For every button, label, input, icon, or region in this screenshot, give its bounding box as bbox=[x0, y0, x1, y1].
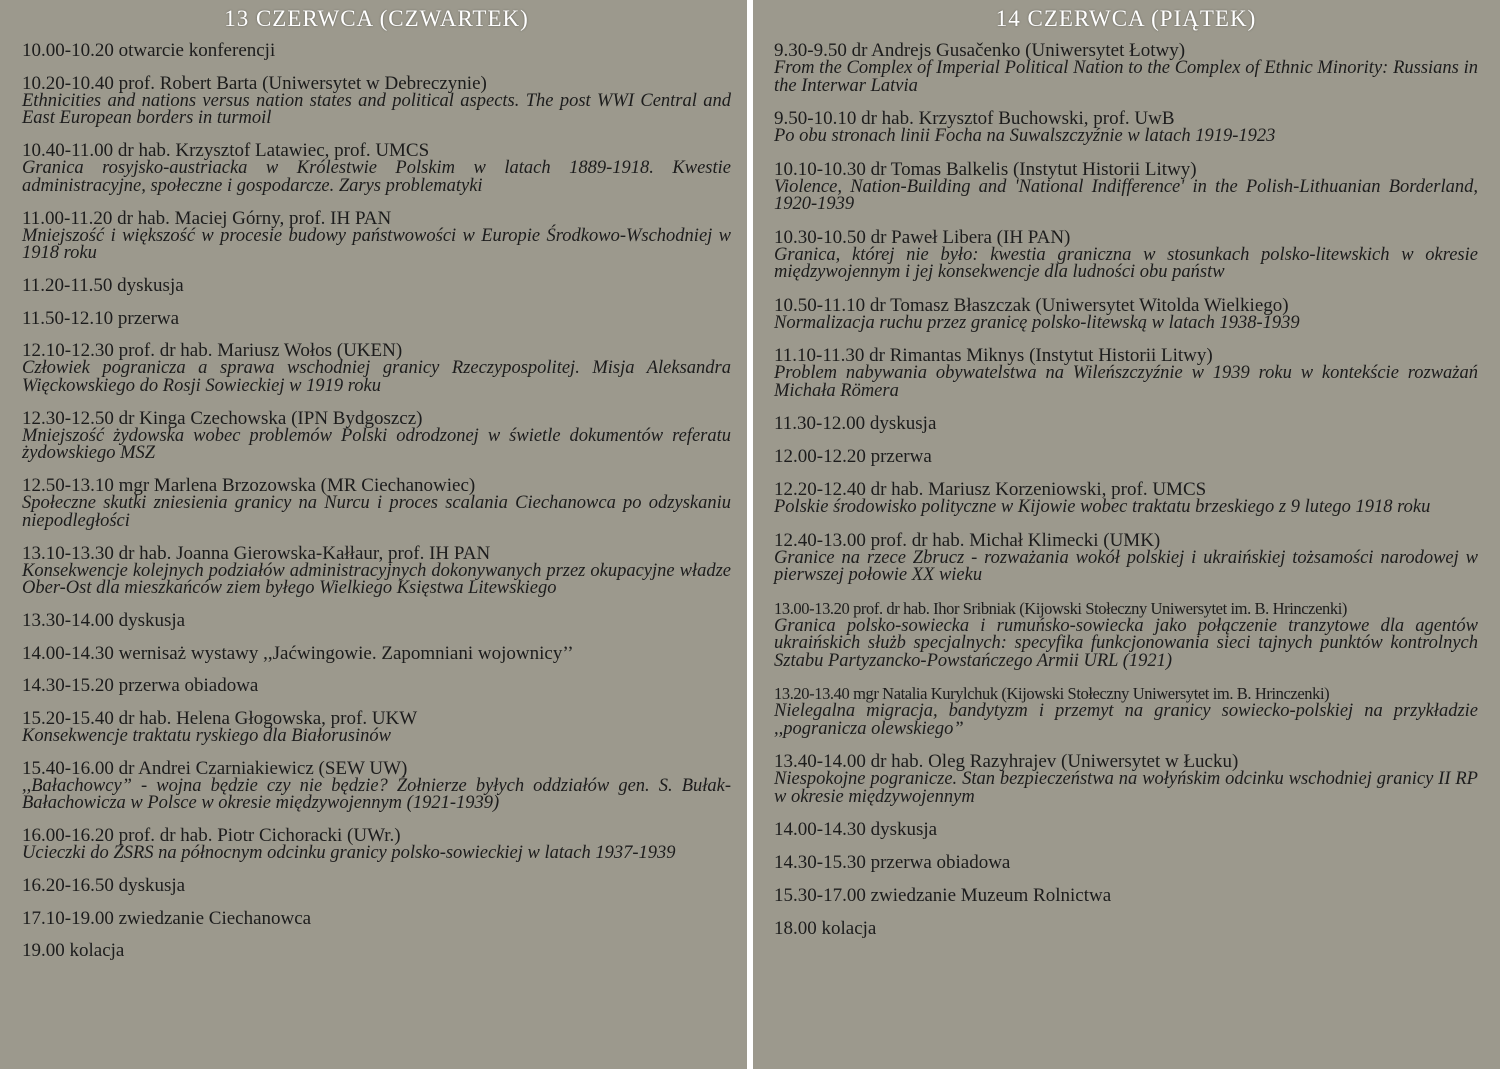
entry-time-and-speaker: 13.10-13.30 dr hab. Joanna Gierowska-Kałłaur, prof. IH PAN bbox=[22, 542, 491, 564]
entry-time-and-speaker: 14.30-15.30 przerwa obiadowa bbox=[774, 852, 1011, 873]
schedule-entry bbox=[774, 110, 1478, 146]
entry-time-and-speaker: 12.30-12.50 dr Kinga Czechowska (IPN Bydgoszcz) bbox=[22, 407, 423, 429]
schedule-entry bbox=[22, 707, 731, 746]
schedule-entry bbox=[22, 877, 731, 895]
day-title: 14 CZERWCA (PIĄTEK) bbox=[995, 6, 1257, 31]
entry-talk-title: Granica rosyjsko-austriacka w Królestwie Polskim w latach 1889-1918. Kwestie administracyjne, społeczne i gospodarcze. Zarys problematyki bbox=[22, 158, 731, 196]
schedule-entry bbox=[774, 294, 1478, 333]
entry-time-and-speaker: 9.30-9.50 dr Andrejs Gusačenko (Uniwersytet Łotwy) bbox=[774, 40, 1186, 61]
entry-time-and-speaker: 10.20-10.40 prof. Robert Barta (Uniwersytet w Debreczynie) bbox=[22, 72, 487, 94]
schedule-entry bbox=[774, 448, 1478, 466]
entry-time-and-speaker: 10.10-10.30 dr Tomas Balkelis (Instytut Historii Litwy) bbox=[774, 158, 1197, 180]
entry-time-and-speaker: 16.00-16.20 prof. dr hab. Piotr Cichoracki (UWr.) bbox=[22, 825, 401, 846]
entry-time-and-speaker: 12.40-13.00 prof. dr hab. Michał Klimecki (UMK) bbox=[774, 529, 1161, 551]
schedule-entry bbox=[774, 481, 1478, 517]
schedule-entry bbox=[22, 307, 731, 329]
schedule-entry bbox=[22, 342, 731, 395]
entry-talk-title: Społeczne skutki zniesienia granicy na Nurcu i proces scalania Ciechanowca po odzyskaniu niepodległości bbox=[22, 493, 731, 531]
schedule-entry bbox=[22, 942, 731, 960]
entry-talk-title: Niespokojne pogranicze. Stan bezpieczeństwa na wołyńskim odcinku wschodniej granicy II RP w okresie międzywojennym bbox=[774, 769, 1478, 807]
schedule-entry bbox=[774, 158, 1478, 214]
entry-talk-title: Nielegalna migracja, bandytyzm i przemyt na granicy sowiecko-polskiej na przykładzie ,,pogranicza olewskiego” bbox=[774, 701, 1478, 739]
schedule-entry bbox=[22, 612, 731, 630]
entry-time-and-speaker: 19.00 kolacja bbox=[22, 940, 125, 961]
entry-time-and-speaker: 11.50-12.10 przerwa bbox=[22, 307, 180, 329]
entry-time-and-speaker: 11.00-11.20 dr hab. Maciej Górny, prof. IH PAN bbox=[22, 207, 392, 229]
entry-time-and-speaker: 11.20-11.50 dyskusja bbox=[22, 275, 184, 296]
schedule-entry bbox=[22, 827, 731, 863]
entry-talk-title: Konsekwencje traktatu ryskiego dla Białorusinów bbox=[22, 725, 391, 746]
entry-time-and-speaker: 14.00-14.30 dyskusja bbox=[774, 819, 938, 840]
entry-talk-title: Konsekwencje kolejnych podziałów administracyjnych dokonywanych przez okupacyjne władze Ober-Ost dla mieszkańców ziem byłego Wielkiego Księstwa Litewskiego bbox=[22, 560, 731, 598]
schedule-entry bbox=[774, 42, 1478, 95]
schedule-entry bbox=[774, 887, 1478, 905]
entry-time-and-speaker: 13.40-14.00 dr hab. Oleg Razyhrajev (Uniwersytet w Łucku) bbox=[774, 751, 1239, 772]
schedule-entry bbox=[774, 821, 1478, 839]
entry-time-and-speaker: 12.00-12.20 przerwa bbox=[774, 446, 932, 467]
entry-time-and-speaker: 11.10-11.30 dr Rimantas Miknys (Instytut Historii Litwy) bbox=[774, 345, 1213, 366]
entry-talk-title: Granica polsko-sowiecka i rumuńsko-sowiecka jako połączenie tranzytowe dla agentów ukraińskich służb specjalnych: specyfika funkcjonowania sieci tajnych punktów kontrolnych Sztabu Partyzancko-Powstańczego Armii URL (1921) bbox=[774, 615, 1478, 671]
schedule-entry bbox=[22, 72, 731, 128]
entry-talk-title: Mniejszość i większość w procesie budowy państwowości w Europie Środkowo-Wschodniej w 1918 roku bbox=[22, 225, 731, 263]
entry-time-and-speaker: 12.10-12.30 prof. dr hab. Mariusz Wołos (UKEN) bbox=[22, 340, 403, 361]
schedule-entry bbox=[22, 907, 731, 929]
schedule-entry bbox=[774, 347, 1478, 400]
entry-time-and-speaker: 12.20-12.40 dr hab. Mariusz Korzeniowski, prof. UMCS bbox=[774, 479, 1207, 500]
schedule-entry bbox=[774, 753, 1478, 806]
entry-talk-title: From the Complex of Imperial Political Nation to the Complex of Ethnic Minority: Russians in the Interwar Latvia bbox=[774, 58, 1478, 96]
entry-time-and-speaker: 10.00-10.20 otwarcie konferencji bbox=[22, 40, 276, 61]
schedule-entry bbox=[22, 142, 731, 195]
entry-time-and-speaker: 12.50-13.10 mgr Marlena Brzozowska (MR Ciechanowiec) bbox=[22, 475, 476, 496]
entry-time-and-speaker: 10.30-10.50 dr Paweł Libera (IH PAN) bbox=[774, 226, 1071, 248]
entry-time-and-speaker: 15.20-15.40 dr hab. Helena Głogowska, prof. UKW bbox=[22, 707, 418, 729]
schedule-entry bbox=[22, 207, 731, 263]
entry-talk-title: Człowiek pogranicza a sprawa wschodniej granicy Rzeczypospolitej. Misja Aleksandra Więckowskiego do Rosji Sowieckiej w 1919 roku bbox=[22, 358, 731, 396]
entry-talk-title: Granica, której nie było: kwestia graniczna w stosunkach polsko-litewskich w okresie międzywojennym i jej konsekwencje dla ludności obu państw bbox=[774, 244, 1478, 282]
schedule-entry bbox=[22, 642, 731, 664]
schedule-entry bbox=[774, 529, 1478, 585]
entry-time-and-speaker: 17.10-19.00 zwiedzanie Ciechanowca bbox=[22, 907, 312, 929]
schedule-entry bbox=[22, 677, 731, 695]
entry-talk-title: Normalizacja ruchu przez granicę polsko-litewską w latach 1938-1939 bbox=[774, 312, 1300, 333]
schedule-entry bbox=[774, 226, 1478, 282]
schedule-entry bbox=[774, 600, 1478, 671]
entry-time-and-speaker: 10.50-11.10 dr Tomasz Błaszczak (Uniwersytet Witolda Wielkiego) bbox=[774, 294, 1289, 316]
entry-time-and-speaker: 9.50-10.10 dr hab. Krzysztof Buchowski, prof. UwB bbox=[774, 108, 1175, 129]
schedule-entry bbox=[774, 854, 1478, 872]
entry-time-and-speaker: 15.40-16.00 dr Andrei Czarniakiewicz (SEW UW) bbox=[22, 757, 408, 779]
entry-time-and-speaker: 16.20-16.50 dyskusja bbox=[22, 875, 186, 896]
entry-time-and-speaker: 15.30-17.00 zwiedzanie Muzeum Rolnictwa bbox=[774, 885, 1112, 906]
schedule-entry bbox=[22, 477, 731, 530]
schedule-entry bbox=[22, 42, 731, 60]
day-title: 13 CZERWCA (CZWARTEK) bbox=[224, 6, 529, 31]
entry-time-and-speaker: 14.00-14.30 wernisaż wystawy ,,Jaćwingowie. Zapomniani wojownicy’’ bbox=[22, 642, 574, 664]
entry-talk-title: Granice na rzece Zbrucz - rozważania wokół polskiej i ukraińskiej tożsamości narodowej w pierwszej połowie XX wieku bbox=[774, 547, 1478, 585]
entry-time-and-speaker: 13.00-13.20 prof. dr hab. Ihor Sribniak (Kijowski Stołeczny Uniwersytet im. B. Hrinczenki) bbox=[774, 598, 1348, 618]
schedule-list bbox=[774, 42, 1478, 938]
entry-time-and-speaker: 14.30-15.20 przerwa obiadowa bbox=[22, 675, 259, 696]
schedule-entry bbox=[774, 685, 1478, 738]
schedule-entry bbox=[774, 920, 1478, 938]
entry-talk-title: Mniejszość żydowska wobec problemów Polski odrodzonej w świetle dokumentów referatu żydowskiego MSZ bbox=[22, 425, 731, 463]
schedule-entry bbox=[22, 407, 731, 463]
schedule-entry bbox=[22, 542, 731, 598]
schedule-list bbox=[22, 42, 731, 960]
entry-time-and-speaker: 10.40-11.00 dr hab. Krzysztof Latawiec, prof. UMCS bbox=[22, 140, 430, 161]
entry-time-and-speaker: 13.30-14.00 dyskusja bbox=[22, 610, 186, 631]
entry-talk-title: Polskie środowisko polityczne w Kijowie wobec traktatu brzeskiego z 9 lutego 1918 roku bbox=[774, 497, 1431, 517]
entry-talk-title: Violence, Nation-Building and 'National Indifference' in the Polish-Lithuanian Borderland, 1920-1939 bbox=[774, 176, 1478, 214]
day-column-friday bbox=[753, 0, 1500, 1069]
entry-talk-title: Ucieczki do ZSRS na północnym odcinku granicy polsko-sowieckiej w latach 1937-1939 bbox=[22, 843, 676, 863]
entry-talk-title: Problem nabywania obywatelstwa na Wileńszczyźnie w 1939 roku w kontekście rozważań Michała Römera bbox=[774, 363, 1478, 401]
entry-talk-title: Po obu stronach linii Focha na Suwalszczyźnie w latach 1919-1923 bbox=[774, 126, 1276, 146]
schedule-entry bbox=[774, 415, 1478, 433]
entry-talk-title: Ethnicities and nations versus nation states and political aspects. The post WWI Central and East European borders in turmoil bbox=[22, 90, 731, 128]
schedule-entry bbox=[22, 277, 731, 295]
entry-time-and-speaker: 11.30-12.00 dyskusja bbox=[774, 413, 937, 434]
schedule-entry bbox=[22, 757, 731, 813]
entry-time-and-speaker: 18.00 kolacja bbox=[774, 918, 877, 939]
day-column-thursday bbox=[0, 0, 747, 1069]
entry-time-and-speaker: 13.20-13.40 mgr Natalia Kurylchuk (Kijowski Stołeczny Uniwersytet im. B. Hrinczenki) bbox=[774, 684, 1330, 703]
entry-talk-title: ,,Bałachowcy” - wojna będzie czy nie będzie? Żołnierze byłych oddziałów gen. S. Bułak-Bałachowicza w Polsce w okresie międzywojennym (1921-1939) bbox=[22, 775, 731, 813]
